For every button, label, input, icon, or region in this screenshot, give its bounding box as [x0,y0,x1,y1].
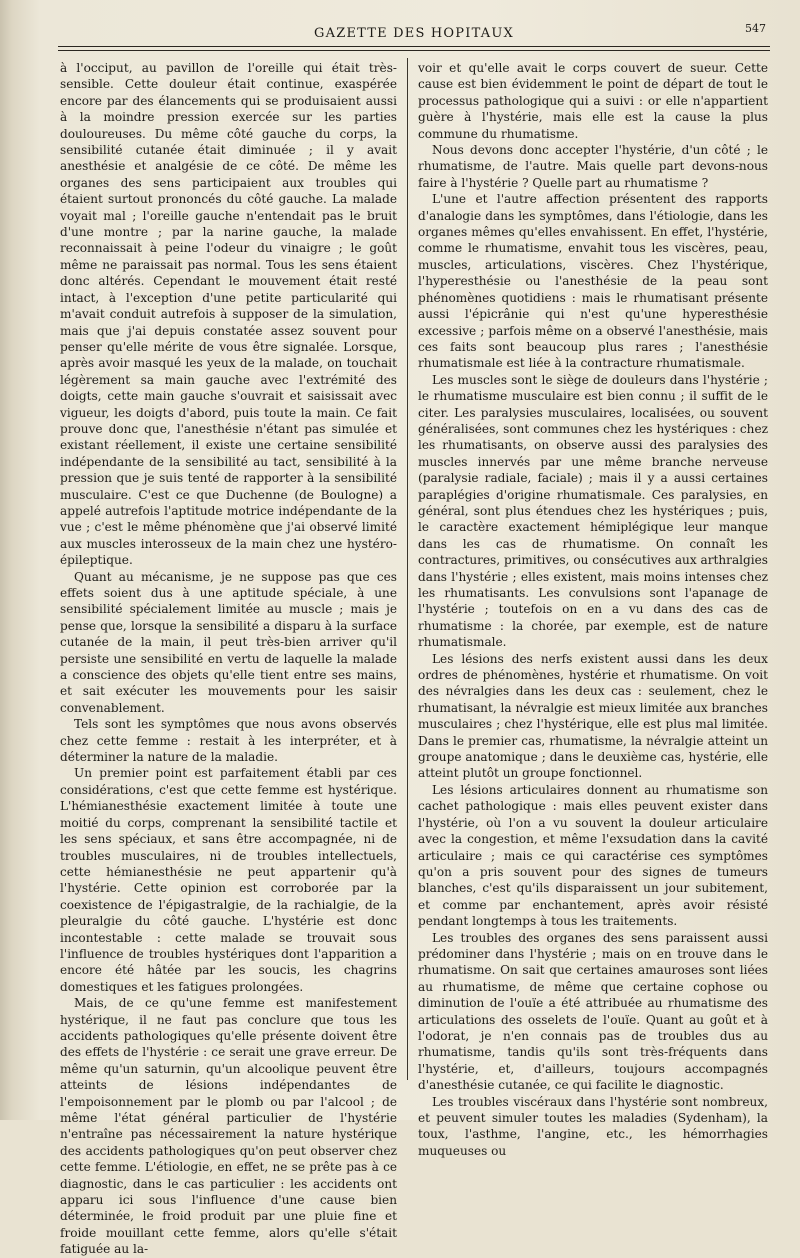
paragraph: L'une et l'autre affection présentent des rapports d'analogie dans les symptômes, dans l'étiologie, dans les organes mêmes qu'elles envahissent. En effet, l'hystérie, comme le rhumatisme, envahit tous les viscères, peau, muscles, articulations, viscères. Chez l'hystérique, l'hyperesthésie ou l'anesthésie de la peau sont phénomènes quotidiens : mais le rhumatisant présente aussi l'épicrânie qui n'est qu'une hyperesthésie excessive ; parfois même on a observé l'anesthésie, mais ces faits sont beaucoup plus rares ; l'anesthésie rhumatismale est liée à la contracture rhumatismale. [418,192,768,371]
paragraph: Mais, de ce qu'une femme est manifestement hystérique, il ne faut pas conclure que tous les accidents pathologiques qu'elle présente doivent être des effets de l'hystérie : ce serait une grave erreur. De même qu'un saturnin, qu'un alcoolique peuvent être atteints de lésions indépendantes de l'empoisonnement par le plomb ou par l'alcool ; de même l'état général particulier de l'hystérie n'entraîne pas nécessairement la nature hystérique des accidents pathologiques qu'on peut observer chez cette femme. L'étiologie, en effet, ne se prête pas à ce diagnostic, dans le cas particulier : les accidents ont apparu ici sous l'influence d'une cause bien déterminée, le froid produit par une pluie fine et froide mouillant cette femme, alors qu'elle s'était fatiguée au la- [60,996,397,1257]
right-column [418,60,768,1158]
paragraph: Tels sont les symptômes que nous avons observés chez cette femme : restait à les interpréter, et à déterminer la nature de la maladie. [60,717,397,765]
paragraph: Les lésions des nerfs existent aussi dans les deux ordres de phénomènes, hystérie et rhumatisme. On voit des névralgies dans les deux cas : seulement, chez le rhumatisant, la névralgie est mieux limitée aux branches musculaires ; chez l'hystérique, elle est plus mal limitée. Dans le premier cas, rhumatisme, la névralgie atteint un groupe anatomique ; dans le deuxième cas, hystérie, elle atteint plutôt un groupe fonctionnel. [418,651,768,781]
paragraph: Les troubles viscéraux dans l'hystérie sont nombreux, et peuvent simuler toutes les maladies (Sydenham), la toux, l'asthme, l'angine, etc., les hémorrhagies muqueuses ou [418,1094,768,1158]
left-column [60,60,397,1257]
paragraph: Quant au mécanisme, je ne suppose pas que ces effets soient dus à une aptitude spéciale, à une sensibilité spécialement limitée au muscle ; mais je pense que, lorsque la sensibilité a disparu à la surface cutanée de la main, il peut très-bien arriver qu'il persiste une sensibilité en vertu de laquelle la malade a conscience des objets qu'elle tient entre ses mains, et sait exécuter les mouvements pour les saisir convenablement. [60,569,397,715]
paragraph: Les troubles des organes des sens paraissent aussi prédominer dans l'hystérie ; mais on en trouve dans le rhumatisme. On sait que certaines amauroses sont liées au rhumatisme, de même que certaine cophose ou diminution de l'ouïe a été attribuée au rhumatisme des articulations des osselets de l'ouïe. Quant au goût et à l'odorat, je n'en connais pas de troubles dus au rhumatisme, tandis qu'ils sont très-fréquents dans l'hystérie, et, d'ailleurs, toujours accompagnés d'anesthésie cutanée, ce qui facilite le diagnostic. [418,930,768,1093]
paragraph: Les muscles sont le siège de douleurs dans l'hystérie ; le rhumatisme musculaire est bien connu ; il suffit de le citer. Les paralysies musculaires, localisées, ou souvent généralisées, sont communes chez les hystériques : chez les rhumatisants, on observe aussi des paralysies des muscles innervés par une même branche nerveuse (paralysie radiale, faciale) ; mais il y a aussi certaines paraplégies d'origine rhumatismale. Ces paralysies, en général, sont plus étendues chez les hystériques ; puis, le caractère exactement hémiplégique leur manque dans les cas de rhumatisme. On connaît les contractures, primitives, ou consécutives aux arthralgies dans l'hystérie ; elles existent, mais moins intenses chez les rhumatisants. Les convulsions sont l'apanage de l'hystérie ; toutefois on en a vu dans des cas de rhumatisme : la chorée, par exemple, est de nature rhumatismale. [418,372,768,650]
page-header [56,22,772,46]
header-rule [58,46,770,47]
page-number: 547 [745,22,766,35]
column-divider [407,58,408,1080]
paragraph: voir et qu'elle avait le corps couvert de sueur. Cette cause est bien évidemment le point de départ de tout le processus pathologique qui a suivi : or elle n'appartient guère à l'hystérie, mais elle est la cause la plus commune du rhumatisme. [418,61,768,141]
paragraph: Nous devons donc accepter l'hystérie, d'un côté ; le rhumatisme, de l'autre. Mais quelle part devons-nous faire à l'hystérie ? Quelle part au rhumatisme ? [418,143,768,190]
paragraph: à l'occiput, au pavillon de l'oreille qui était très-sensible. Cette douleur était continue, exaspérée encore par des élancements qui se produisaient aussi à la moindre pression exercée sur les parties douloureuses. Du même côté gauche du corps, la sensibilité cutanée était diminuée ; il y avait anesthésie et analgésie de ce côté. De même les organes des sens participaient aux troubles qui étaient surtout prononcés du côté gauche. La malade voyait mal ; l'oreille gauche n'entendait pas le bruit d'une montre ; par la narine gauche, la malade reconnaissait à peine l'odeur du vinaigre ; le goût même ne paraissait pas normal. Tous les sens étaient donc altérés. Cependant le mouvement était resté intact, à l'exception d'une petite particularité qui m'avait conduit autrefois à supposer de la simulation, mais que j'ai depuis constatée assez souvent pour penser qu'elle mérite de vous être signalée. Lorsque, après avoir masqué les yeux de la malade, on touchait légèrement sa main gauche avec l'extrémité des doigts, cette main gauche s'ouvrait et saisissait avec vigueur, les doigts d'abord, puis toute la main. Ce fait prouve donc que, l'anesthésie n'étant pas simulée et existant réellement, il existe une certaine sensibilité indépendante de la sensibilité au tact, sensibilité à la pression que je suis tenté de rapporter à la sensibilité musculaire. C'est ce que Duchenne (de Boulogne) a appelé autrefois l'aptitude motrice indépendante de la vue ; c'est le même phénomène que j'ai observé limité aux muscles interosseux de la main chez une hystéro-épileptique. [60,61,397,568]
header-rule-thin [58,50,770,51]
running-title: GAZETTE DES HOPITAUX [314,26,514,41]
paragraph: Les lésions articulaires donnent au rhumatisme son cachet pathologique : mais elles peuvent exister dans l'hystérie, où l'on a vu souvent la douleur articulaire avec la congestion, et même l'exsudation dans la cavité articulaire ; mais ce qui caractérise ces symptômes qu'on a pris souvent pour des signes de tumeurs blanches, c'est qu'ils disparaissent un jour subitement, et comme par enchantement, après avoir résisté pendant longtemps à tous les traitements. [418,782,768,929]
paragraph: Un premier point est parfaitement établi par ces considérations, c'est que cette femme est hystérique. L'hémianesthésie exactement limitée à toute une moitié du corps, comprenant la sensibilité tactile et les sens spéciaux, et sans être accompagnée, ni de troubles musculaires, ni de troubles intellectuels, cette hémianesthésie ne peut appartenir qu'à l'hystérie. Cette opinion est corroborée par la coexistence de l'épigastralgie, de la rachialgie, de la pleuralgie du côté gauche. L'hystérie est donc incontestable : cette malade se trouvait sous l'influence de troubles hystériques dont l'apparition a encore été hâtée par les soucis, les chagrins domestiques et les fatigues prolongées. [60,766,397,994]
